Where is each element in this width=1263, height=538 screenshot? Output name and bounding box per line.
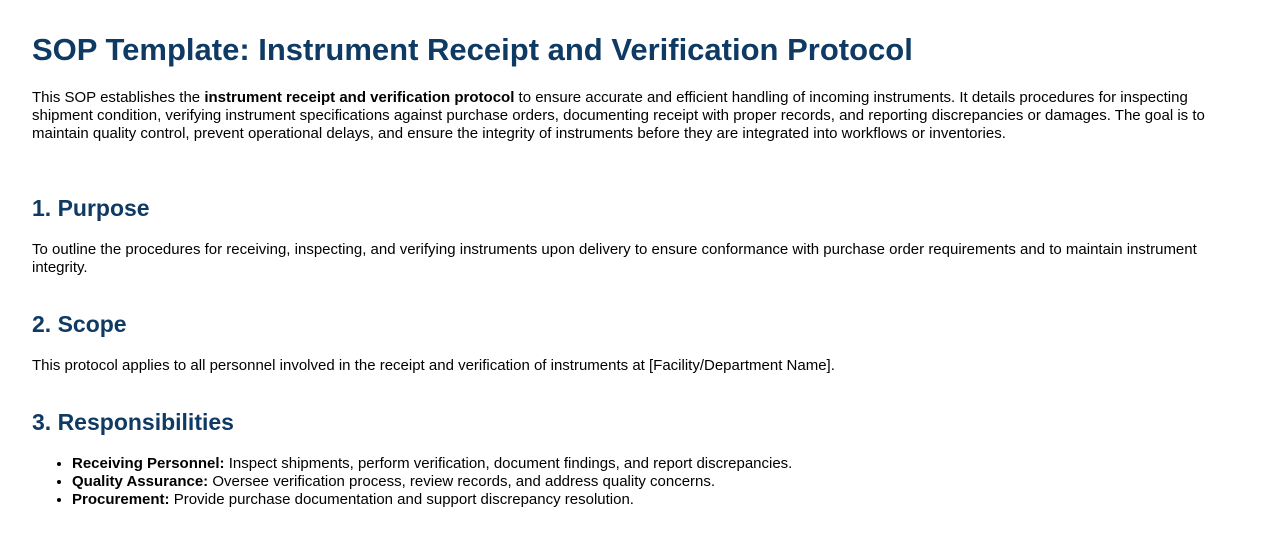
section-heading-purpose: 1. Purpose <box>32 195 150 221</box>
section-heading-responsibilities: 3. Responsibilities <box>32 409 234 435</box>
section-heading-scope: 2. Scope <box>32 311 127 337</box>
intro-bold-term: instrument receipt and verification protocol <box>204 89 515 106</box>
list-item <box>72 491 792 509</box>
role-description: Oversee verification process, review records, and address quality concerns. <box>208 473 716 490</box>
list-item <box>72 455 792 473</box>
list-item <box>72 473 792 491</box>
role-description: Provide purchase documentation and support discrepancy resolution. <box>169 491 634 508</box>
responsibilities-list <box>72 455 792 509</box>
intro-text-start: This SOP establishes the <box>32 89 205 106</box>
role-label: Receiving Personnel: <box>72 455 225 472</box>
intro-text-end: to ensure accurate and efficient handling of incoming instruments. It details procedures for inspecting shipment condition, verifying instrument specifications against purchase orders, documenting receipt with proper records, and reporting discrepancies or damages. The goal is to maintain quality control, prevent operational delays, and ensure the integrity of instruments before they are integrated into workflows or inventories. <box>32 89 1205 142</box>
section-text-purpose: To outline the procedures for receiving, inspecting, and verifying instruments upon delivery to ensure conformance with purchase order requirements and to maintain instrument integrity. <box>32 241 1197 276</box>
page-title: SOP Template: Instrument Receipt and Verification Protocol <box>32 32 913 67</box>
section-text-scope: This protocol applies to all personnel involved in the receipt and verification of instruments at [Facility/Department Name]. <box>32 357 835 374</box>
role-label: Quality Assurance: <box>72 473 209 490</box>
role-description: Inspect shipments, perform verification, document findings, and report discrepancies. <box>224 455 793 472</box>
intro-paragraph <box>32 89 1212 143</box>
role-label: Procurement: <box>72 491 170 508</box>
